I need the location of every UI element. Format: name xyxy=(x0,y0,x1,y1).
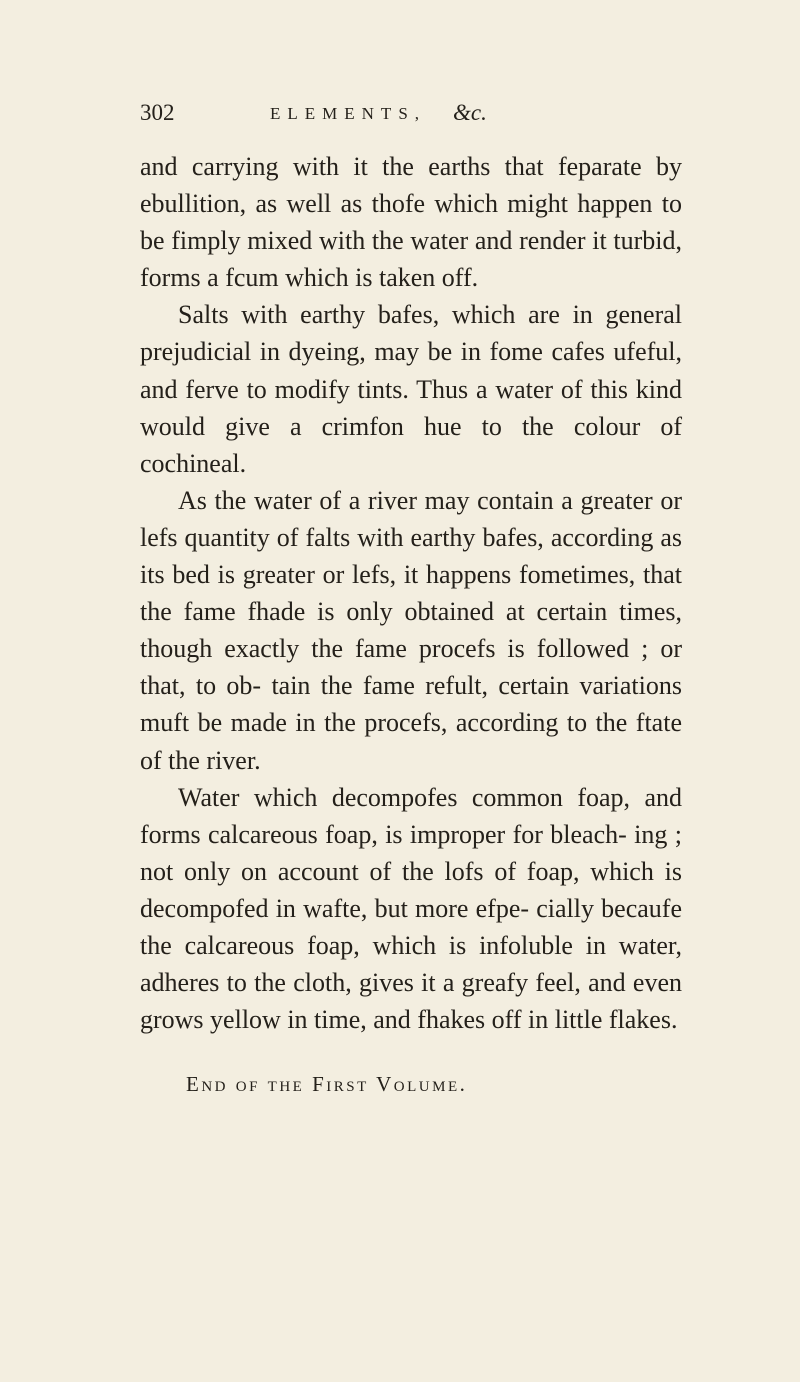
paragraph-2: Salts with earthy bafes, which are in general prejudicial in dyeing, may be in fome cafes ufeful, and ferve to modify tints. Thus a water of this kind would give a crimfon hue to the colour of cochineal. xyxy=(140,300,682,478)
paragraph-1: and carrying with it the earths that feparate by ebullition, as well as thofe which might happen to be fimply mixed with the water and render it turbid, forms a fcum which is taken off. xyxy=(140,152,682,293)
paragraph-3: As the water of a river may contain a greater or lefs quantity of falts with earthy bafes, according as its bed is greater or lefs, it happens fometimes, that the fame fhade is only obtained at certain times, though exactly the fame procefs is followed ; or that, to ob- tain the fame refult, certain variations muft be made in the procefs, according to the ftate of the river. xyxy=(140,485,682,775)
page-number: 302 xyxy=(140,100,175,125)
running-head-etc: &c. xyxy=(453,100,487,125)
body-text xyxy=(140,148,682,1038)
running-head-title: ELEMENTS, xyxy=(270,104,427,123)
end-of-volume-line: End of the First Volume. xyxy=(186,1072,468,1096)
running-head xyxy=(140,100,680,130)
paragraph-4: Water which decompofes common foap, and forms calcareous foap, is improper for bleach- ing ; not only on account of the lofs of foap, which is decompofed in wafte, but more efpe- cially becaufe the calcareous foap, which is infoluble in water, adheres to the cloth, gives it a greafy feel, and even grows yellow in time, and fhakes off in little flakes. xyxy=(140,782,682,1035)
